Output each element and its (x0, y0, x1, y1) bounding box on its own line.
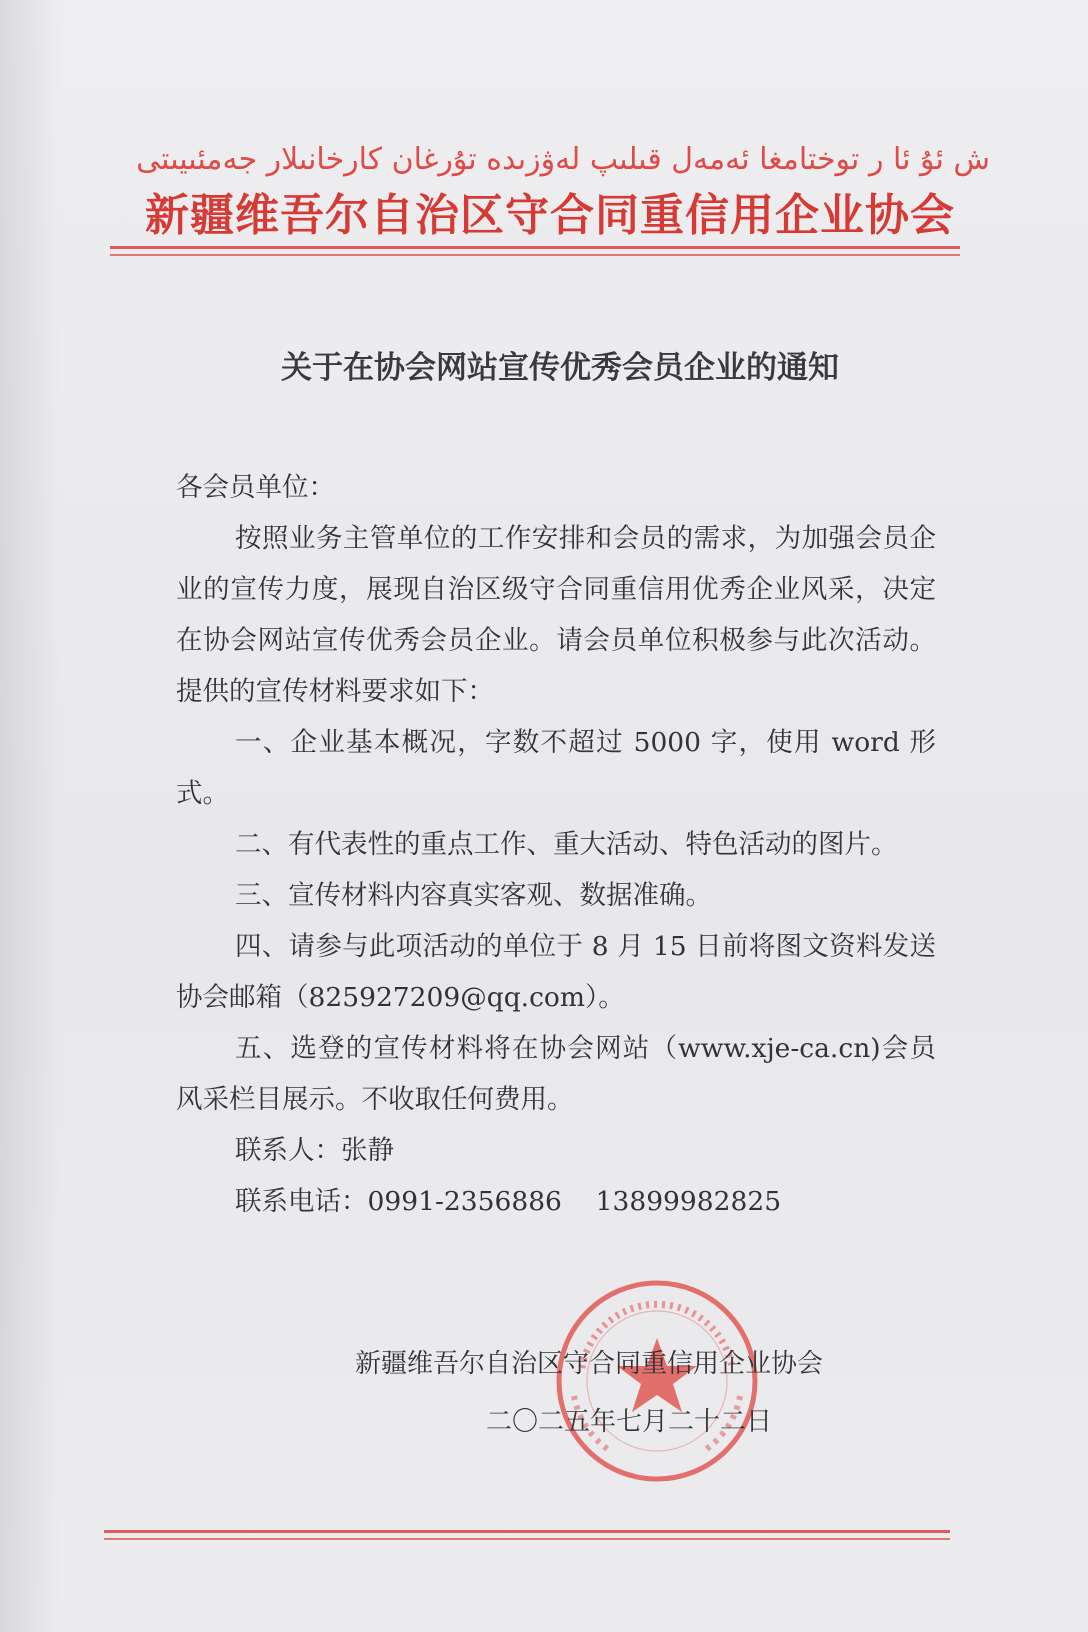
requirement-item-5: 五、选登的宣传材料将在协会网站（www.xje-ca.cn)会员风采栏目展示。不收取任何费用。 (176, 1033, 936, 1115)
intro-paragraph: 按照业务主管单位的工作安排和会员的需求，为加强会员企业的宣传力度，展现自治区级守合同重信用优秀企业风采，决定在协会网站宣传优秀会员企业。请会员单位积极参与此次活动。提供的宣传材料要求如下： (176, 523, 936, 707)
requirement-item-1: 一、企业基本概况，字数不超过 5000 字，使用 word 形式。 (176, 727, 936, 809)
contact-person: 联系人：张静 (235, 1135, 394, 1166)
footer-rule-thin (104, 1538, 950, 1540)
document-body (176, 462, 936, 1227)
header-rule-thin (110, 254, 960, 256)
page-edge-shadow (0, 0, 60, 1632)
signature-organization: 新疆维吾尔自治区守合同重信用企业协会 (355, 1349, 824, 1379)
document-title: 关于在协会网站宣传优秀会员企业的通知 (281, 350, 839, 386)
contact-phone: 联系电话：0991-2356886 13899982825 (235, 1186, 782, 1217)
salutation: 各会员单位： (176, 472, 335, 503)
letterhead-chinese-name: 新疆维吾尔自治区守合同重信用企业协会 (145, 190, 955, 241)
header-rule-thick (110, 246, 960, 249)
requirement-item-2: 二、有代表性的重点工作、重大活动、特色活动的图片。 (235, 829, 898, 860)
footer-rule-thick (104, 1530, 950, 1533)
letterhead-uyghur-name: ش ئۇ ئا ر توختامغا ئەمەل قىلىپ لەۋزىدە تۇرغان كارخانىلار جەمئىيىتى (136, 142, 990, 177)
requirement-item-4: 四、请参与此项活动的单位于 8 月 15 日前将图文资料发送协会邮箱（825927209@qq.com）。 (176, 931, 936, 1013)
signature-date: 二〇二五年七月二十二日 (486, 1407, 773, 1437)
requirement-item-3: 三、宣传材料内容真实客观、数据准确。 (235, 880, 712, 911)
